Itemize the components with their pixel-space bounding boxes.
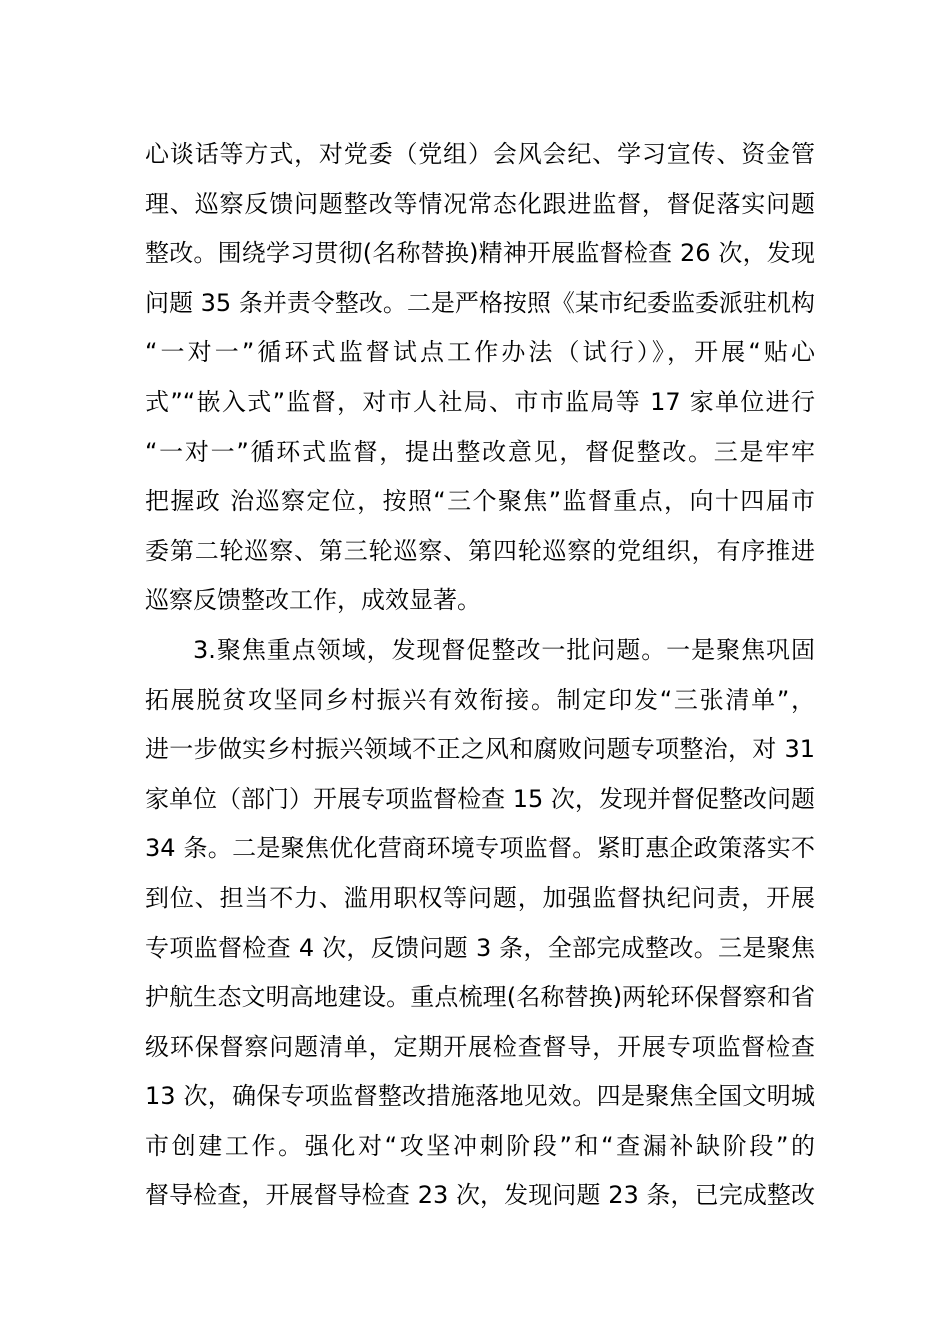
text-line: 家单位（部门）开展专项监督检查 15 次，发现并督促整改问题: [145, 784, 815, 813]
text-line: “一对一”循环式监督试点工作办法（试行）》，开展“贴心: [145, 338, 815, 367]
text-line: 市创建工作。强化对“攻坚冲刺阶段”和“查漏补缺阶段”的: [145, 1131, 815, 1160]
text-line: “一对一”循环式监督，提出整改意见，督促整改。三是牢牢: [145, 437, 815, 466]
text-line: 问题 35 条并责令整改。二是严格按照《某市纪委监委派驻机构: [145, 288, 815, 317]
text-line: 委第二轮巡察、第三轮巡察、第四轮巡察的党组织，有序推进: [145, 536, 815, 565]
text-line: 整改。围绕学习贯彻(名称替换)精神开展监督检查 26 次，发现: [145, 239, 815, 268]
text-line: 心谈话等方式，对党委（党组）会风会纪、学习宣传、资金管: [145, 140, 815, 168]
text-line: 理、巡察反馈问题整改等情况常态化跟进监督，督促落实问题: [145, 189, 815, 218]
text-line: 级环保督察问题清单，定期开展检查督导，开展专项监督检查: [145, 1032, 815, 1061]
text-line: 34 条。二是聚焦优化营商环境专项监督。紧盯惠企政策落实不: [145, 834, 815, 863]
text-line: 式”“嵌入式”监督，对市人社局、市市监局等 17 家单位进行: [145, 387, 815, 416]
text-line: 护航生态文明高地建设。重点梳理(名称替换)两轮环保督察和省: [145, 983, 815, 1012]
body-text: [145, 130, 815, 1221]
text-line: 拓展脱贫攻坚同乡村振兴有效衔接。制定印发“三张清单”，: [145, 685, 815, 714]
text-line: 专项监督检查 4 次，反馈问题 3 条，全部完成整改。三是聚焦: [145, 933, 815, 962]
text-line: 到位、担当不力、滥用职权等问题，加强监督执纪问责，开展: [145, 883, 815, 912]
text-line: 13 次，确保专项监督整改措施落地见效。四是聚焦全国文明城: [145, 1082, 815, 1111]
text-line: 进一步做实乡村振兴领域不正之风和腐败问题专项整治，对 31: [145, 735, 815, 764]
paragraph-last-line: 巡察反馈整改工作，成效显著。: [145, 586, 481, 615]
text-line: 把握政 治巡察定位，按照“三个聚焦”监督重点，向十四届市: [145, 487, 815, 516]
paragraph-first-line: 3.聚焦重点领域，发现督促整改一批问题。一是聚焦巩固: [193, 635, 815, 664]
text-line: 督导检查，开展督导检查 23 次，发现问题 23 条，已完成整改: [145, 1181, 815, 1210]
